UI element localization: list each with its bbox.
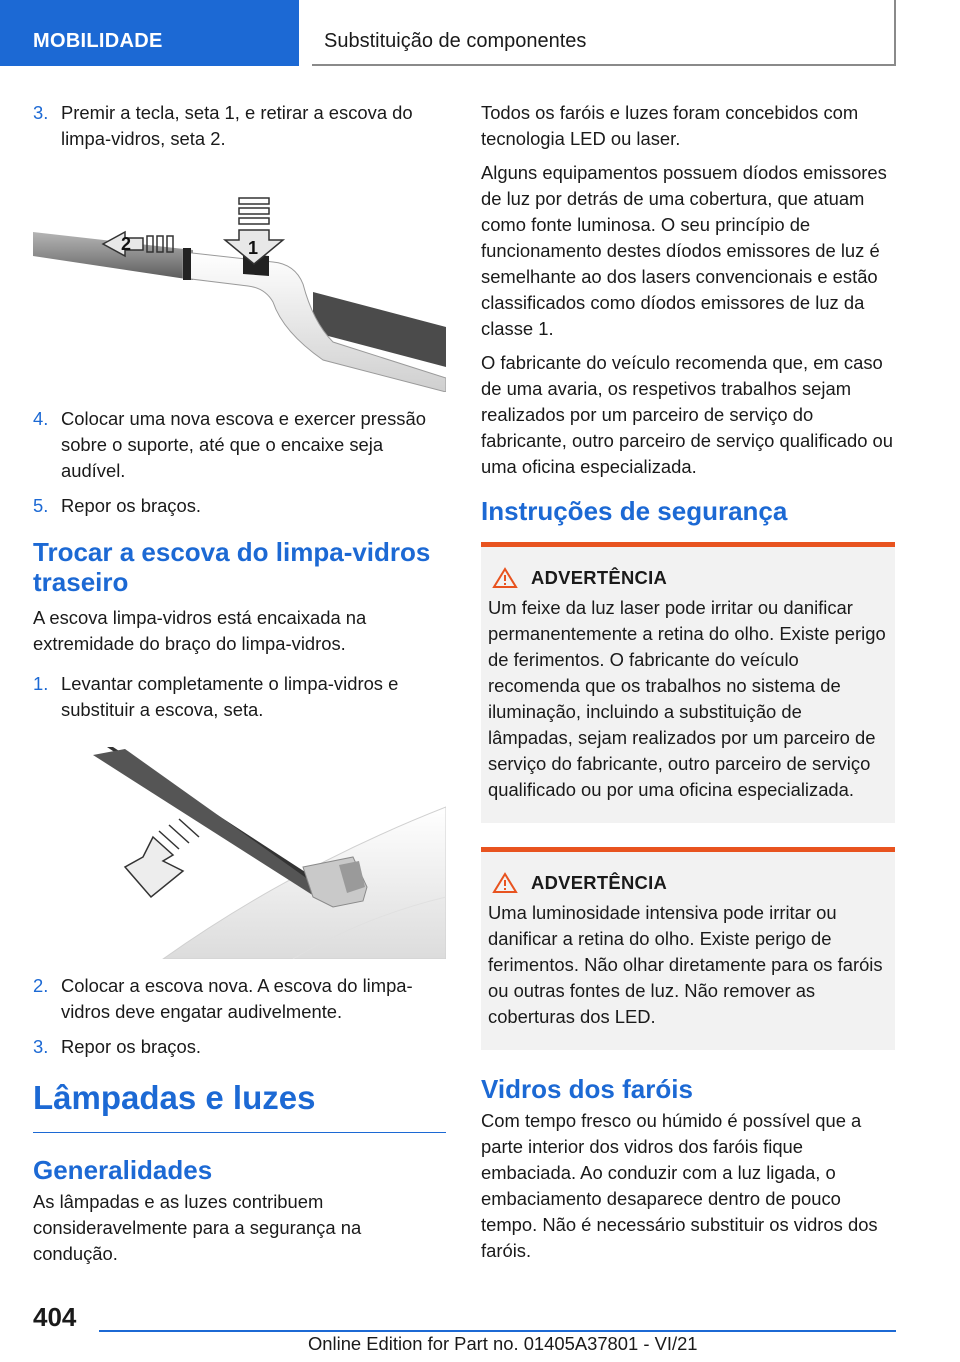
step-text: Colocar uma nova escova e exercer pressão sobre o suporte, até que o encaixe seja audível. xyxy=(61,408,426,481)
step-5-reset-arms xyxy=(33,493,446,519)
rear-step-1 xyxy=(33,671,446,723)
step-4-install-blade xyxy=(33,406,446,484)
headlight-glass-text: Com tempo fresco ou húmido é possível que a parte interior dos vidros dos faróis fique embaciada. Ao conduzir com a luz ligada, o embaciamento desaparece dentro de pouco tempo. Não é necessário substituir os vidros dos faróis. xyxy=(481,1110,878,1261)
footer-divider xyxy=(99,1330,896,1332)
step-text: Colocar a escova nova. A escova do limpa-vidros deve engatar audivelmente. xyxy=(61,975,413,1022)
step-3-remove-blade xyxy=(33,100,446,152)
lamps-chapter-heading: Lâmpadas e luzes xyxy=(33,1078,446,1133)
figure-rear-wiper xyxy=(33,747,446,959)
right-column xyxy=(481,100,895,1272)
chapter-tab xyxy=(312,0,896,66)
section-tab xyxy=(0,0,299,66)
figure-label-2: 2 xyxy=(121,234,132,254)
step-text: Premir a tecla, seta 1, e retirar a escova do limpa-vidros, seta 2. xyxy=(61,102,413,149)
warning-box-laser xyxy=(481,542,895,823)
figure-label-1: 1 xyxy=(248,238,259,258)
diodes-paragraph: Alguns equipamentos possuem díodos emissores de luz por detrás de uma cobertura, que atuam como fonte luminosa. O seu princípio de funcionamento destes díodos emissores de luz é semelhante ao dos lasers convencionais e estão classificados como díodos emissores de luz da classe 1. xyxy=(481,162,887,339)
page-number: 404 xyxy=(33,1302,77,1332)
rear-wiper-intro: A escova limpa-vidros está encaixada na extremidade do braço do limpa-vidros. xyxy=(33,607,367,654)
step-number: 1. xyxy=(33,673,49,694)
step-number: 5. xyxy=(33,495,49,516)
left-column xyxy=(33,100,446,1275)
warning-header xyxy=(488,567,887,589)
step-number: 3. xyxy=(33,1036,49,1057)
warning-title: ADVERTÊNCIA xyxy=(531,567,668,588)
page-header xyxy=(0,0,960,66)
warning-text: Um feixe da luz laser pode irritar ou danificar permanentemente a retina do olho. Existe perigo de ferimentos. O fabricante do veículo recomenda que os trabalhos no sistema de iluminação, incluindo a substituição de lâmpadas, sejam realizados por um parceiro de serviço do fabricante, outro parceiro de serviço qualificado ou por uma oficina especializada. xyxy=(488,597,886,800)
manufacturer-paragraph: O fabricante do veículo recomenda que, em caso de uma avaria, os respetivos trabalhos sejam realizados por um parceiro de serviço do fabricante, outro parceiro de serviço qualificado ou uma oficina especializada. xyxy=(481,352,893,477)
warning-triangle-icon xyxy=(492,872,518,894)
rear-step-2 xyxy=(33,973,446,1025)
rear-wiper-heading: Trocar a escova do limpa-vidros traseiro xyxy=(33,537,431,597)
warning-title: ADVERTÊNCIA xyxy=(531,872,668,893)
general-text: As lâmpadas e as luzes contribuem consideravelmente para a segurança na condução. xyxy=(33,1191,362,1264)
warning-triangle-icon xyxy=(492,567,518,589)
rear-step-3 xyxy=(33,1034,446,1060)
step-number: 3. xyxy=(33,102,49,123)
figure-wiper-blade-release xyxy=(33,192,446,392)
step-text: Levantar completamente o limpa-vidros e substituir a escova, seta. xyxy=(61,673,399,720)
led-paragraph: Todos os faróis e luzes foram concebidos com tecnologia LED ou laser. xyxy=(481,102,859,149)
safety-heading: Instruções de segurança xyxy=(481,496,788,526)
warning-text: Uma luminosidade intensiva pode irritar ou danificar a retina do olho. Existe perigo de ferimentos. Não olhar diretamente para os faróis ou outras fontes de luz. Não remover as coberturas dos LED. xyxy=(488,902,883,1027)
chapter-label: Substituição de componentes xyxy=(324,30,587,52)
warning-header xyxy=(488,872,887,894)
step-number: 2. xyxy=(33,975,49,996)
step-text: Repor os braços. xyxy=(61,1036,202,1057)
step-number: 4. xyxy=(33,408,49,429)
general-heading: Generalidades xyxy=(33,1155,213,1185)
headlight-glass-heading: Vidros dos faróis xyxy=(481,1074,693,1104)
step-text: Repor os braços. xyxy=(61,495,202,516)
edition-note: Online Edition for Part no. 01405A37801 - VI/21 xyxy=(308,1333,698,1354)
section-label: MOBILIDADE xyxy=(33,30,163,52)
warning-box-brightness xyxy=(481,847,895,1050)
